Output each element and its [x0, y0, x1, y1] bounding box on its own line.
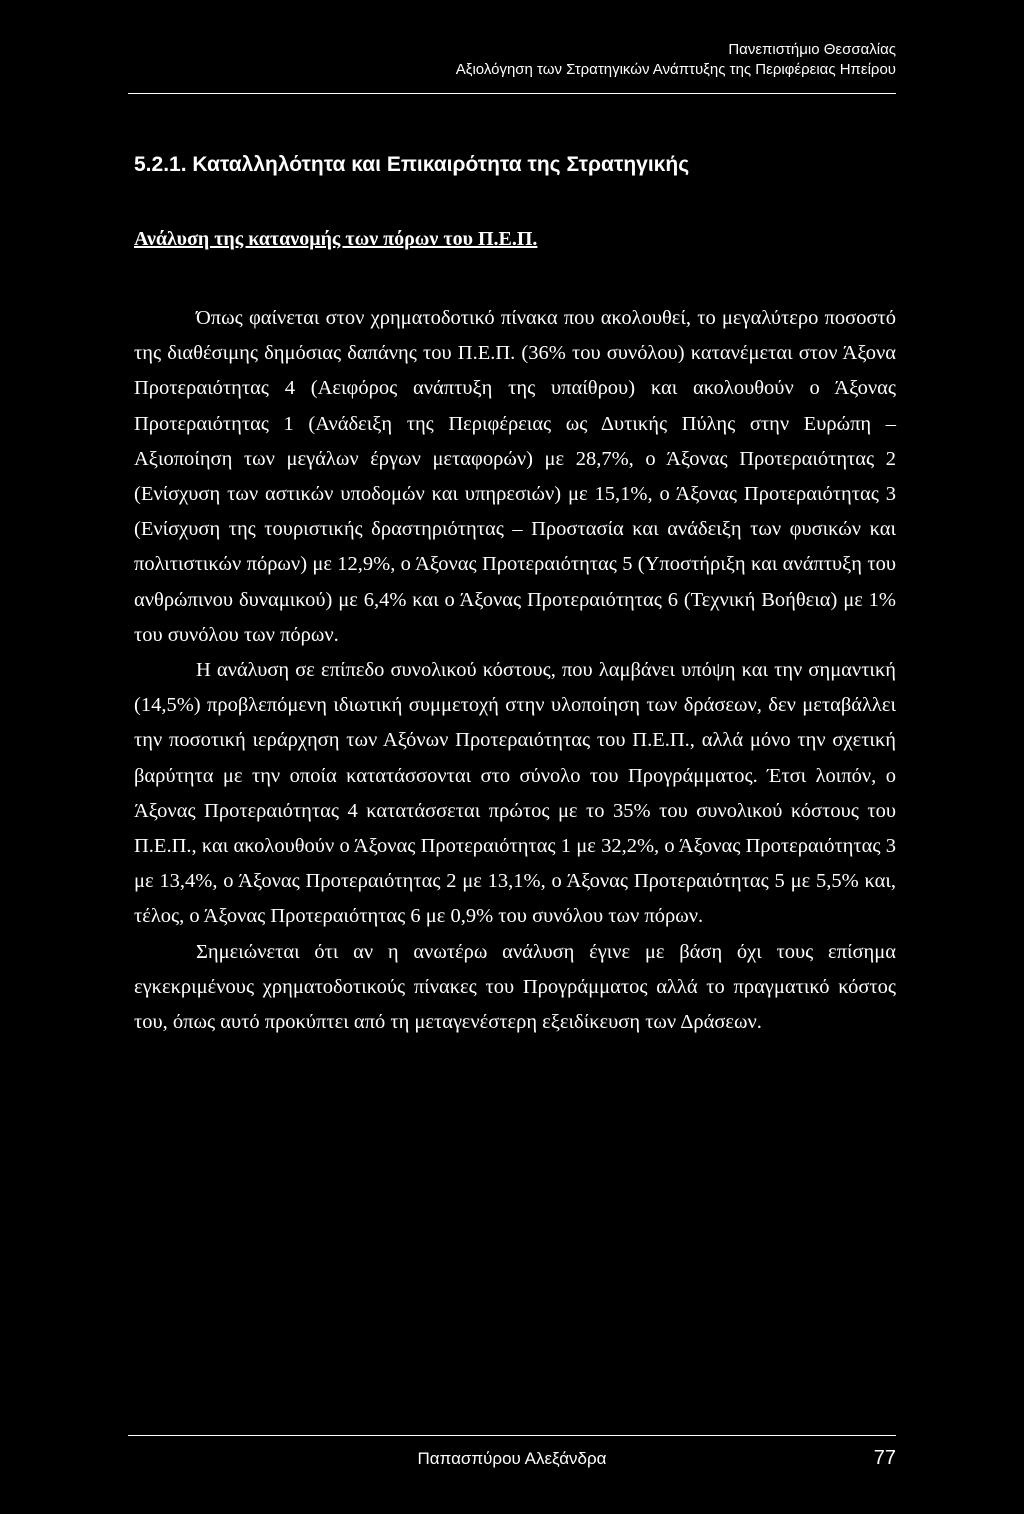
- section-subheading: Ανάλυση της κατανομής των πόρων του Π.Ε.Π.: [134, 228, 538, 250]
- footer-author: Παπασπύρου Αλεξάνδρα: [417, 1449, 607, 1468]
- paragraph: Όπως φαίνεται στον χρηματοδοτικό πίνακα που ακολουθεί, το μεγαλύτερο ποσοστό της διαθέσιμης δημόσιας δαπάνης του Π.Ε.Π. (36% του συνόλου) κατανέμεται στον Άξονα Προτεραιότητας 4 (Αειφόρος ανάπτυξη της υπαίθρου) και ακολουθούν ο Άξονας Προτεραιότητας 1 (Ανάδειξη της Περιφέρειας ως Δυτικής Πύλης στην Ευρώπη – Αξιοποίηση των μεγάλων έργων μεταφορών) με 28,7%, ο Άξονας Προτεραιότητας 2 (Ενίσχυση των αστικών υποδομών και υπηρεσιών) με 15,1%, ο Άξονας Προτεραιότητας 3 (Ενίσχυση της τουριστικής δραστηριότητας – Προστασία και ανάδειξη των φυσικών και πολιτιστικών πόρων) με 12,9%, ο Άξονας Προτεραιότητας 5 (Υποστήριξη και ανάπτυξη του ανθρώπινου δυναμικού) με 6,4% και ο Άξονας Προτεραιότητας 6 (Τεχνική Βοήθεια) με 1% του συνόλου των πόρων.: [134, 307, 896, 646]
- header-institution: Πανεπιστήμιο Θεσσαλίας: [728, 41, 896, 58]
- section-title: 5.2.1. Καταλληλότητα και Επικαιρότητα της Στρατηγικής: [134, 153, 690, 176]
- page-number: 77: [873, 1447, 896, 1469]
- header-divider: [128, 93, 896, 94]
- footer-divider: [128, 1435, 896, 1436]
- page-header: [128, 40, 896, 80]
- paragraph: Η ανάλυση σε επίπεδο συνολικού κόστους, που λαμβάνει υπόψη και την σημαντική (14,5%) προβλεπόμενη ιδιωτική συμμετοχή στην υλοποίηση των δράσεων, δεν μεταβάλλει την ποσοτική ιεράρχηση των Αξόνων Προτεραιότητας του Π.Ε.Π., αλλά μόνο την σχετική βαρύτητα με την οποία κατατάσσονται στο σύνολο του Προγράμματος. Έτσι λοιπόν, ο Άξονας Προτεραιότητας 4 κατατάσσεται πρώτος με το 35% του συνολικού κόστους του Π.Ε.Π., και ακολουθούν ο Άξονας Προτεραιότητας 1 με 32,2%, ο Άξονας Προτεραιότητας 3 με 13,4%, ο Άξονας Προτεραιότητας 2 με 13,1%, ο Άξονας Προτεραιότητας 5 με 5,5% και, τέλος, ο Άξονας Προτεραιότητας 6 με 0,9% του συνόλου των πόρων.: [134, 659, 896, 928]
- header-document-title: Αξιολόγηση των Στρατηγικών Ανάπτυξης της Περιφέρειας Ηπείρου: [455, 61, 896, 78]
- body-text: [134, 301, 896, 1040]
- paragraph: Σημειώνεται ότι αν η ανωτέρω ανάλυση έγινε με βάση όχι τους επίσημα εγκεκριμένους χρηματοδοτικούς πίνακες του Προγράμματος αλλά το πραγματικό κόστος του, όπως αυτό προκύπτει από τη μεταγενέστερη εξειδίκευση των Δράσεων.: [134, 940, 896, 1034]
